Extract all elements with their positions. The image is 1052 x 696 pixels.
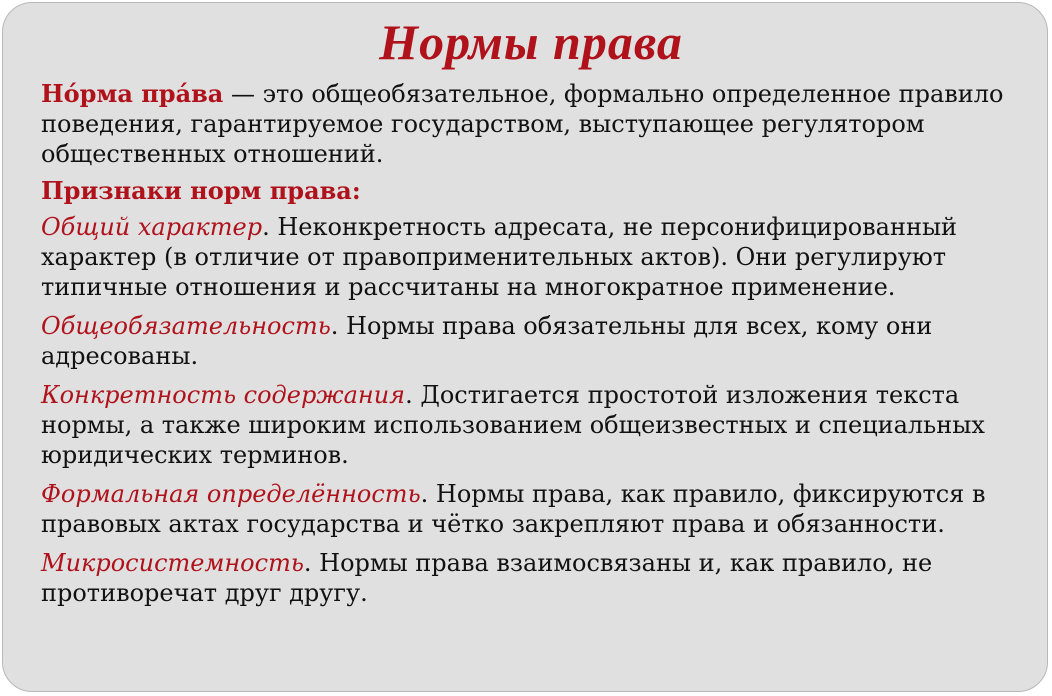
- definition-text: — это общеобязательное, формально определенное правило поведения, гарантируемое государством, выступающее регулятором общественных отношений.: [41, 80, 1004, 168]
- feature-name: Общий характер: [41, 213, 263, 241]
- content-card: [2, 2, 1048, 692]
- features-heading: Признаки норм права:: [41, 176, 361, 205]
- feature-text: . Достигается простотой изложения текста нормы, а также широким использованием общеизвестных и специальных юридических терминов.: [41, 381, 985, 469]
- definition-term: Но́рма пра́ва: [41, 79, 224, 108]
- feature-item: [41, 311, 1021, 371]
- feature-name: Микросистемность: [41, 549, 304, 577]
- feature-item: [41, 479, 1021, 539]
- page-title: Нормы права: [379, 14, 683, 70]
- feature-item: [41, 548, 1021, 608]
- feature-text: . Нормы права взаимосвязаны и, как правило, не противоречат друг другу.: [41, 549, 933, 607]
- feature-text: . Неконкретность адресата, не персонифицированный характер (в отличие от правоприменительных актов). Они регулируют типичные отношения и рассчитаны на многократное применение.: [41, 213, 958, 301]
- feature-name: Конкретность содержания: [41, 381, 406, 409]
- feature-text: . Нормы права обязательны для всех, кому они адресованы.: [41, 312, 933, 370]
- feature-name: Общеобязательность: [41, 312, 331, 340]
- definition-paragraph: [41, 79, 1021, 169]
- feature-name: Формальная определённость: [41, 480, 421, 508]
- feature-item: [41, 380, 1021, 470]
- feature-text: . Нормы права, как правило, фиксируются в правовых актах государства и чётко закрепляют права и обязанности.: [41, 480, 986, 538]
- feature-item: [41, 212, 1021, 302]
